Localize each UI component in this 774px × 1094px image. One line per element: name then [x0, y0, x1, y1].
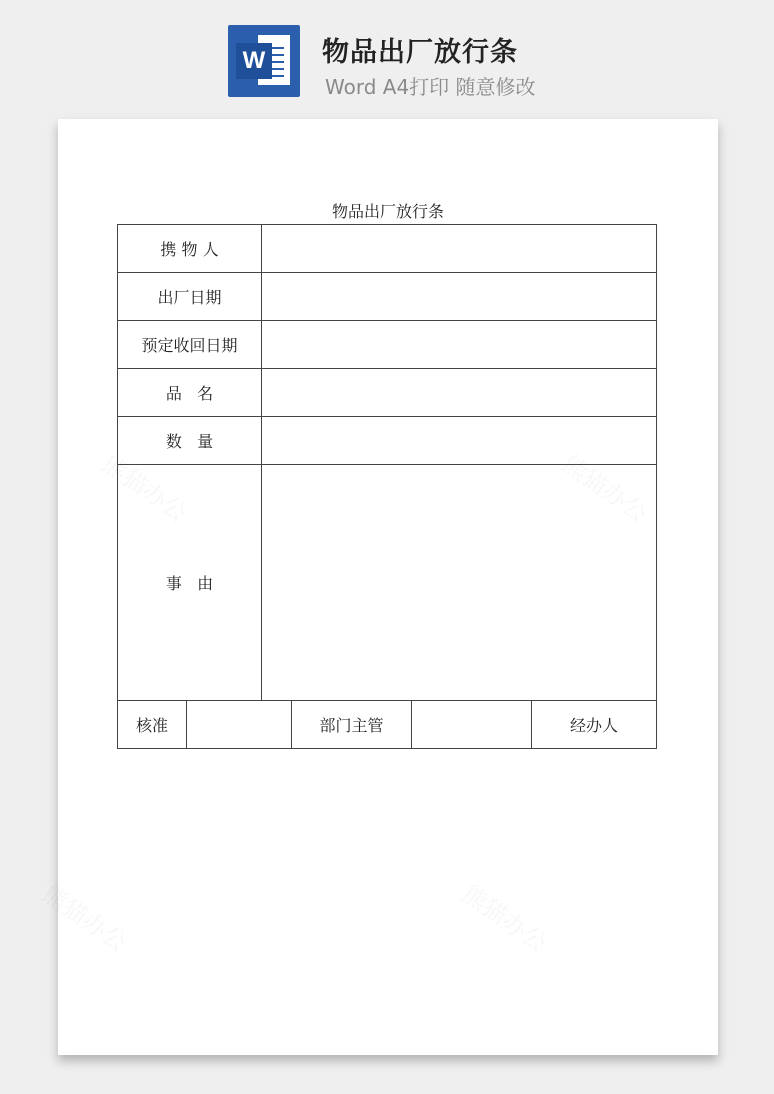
reason-label: 事 由: [118, 465, 262, 701]
form-row-item-name: [118, 369, 657, 417]
form-row-carrier: [118, 225, 657, 273]
release-form-table: [117, 224, 657, 749]
document-page: [58, 119, 718, 1055]
form-row-quantity: [118, 417, 657, 465]
return-date-label: 预定收回日期: [118, 321, 262, 369]
exit-date-field[interactable]: [262, 273, 657, 321]
template-banner: [0, 0, 774, 110]
document-title: 物品出厂放行条: [331, 202, 444, 221]
banner-title: 物品出厂放行条: [322, 37, 518, 68]
item-name-field[interactable]: [262, 369, 657, 417]
form-row-signoff: [118, 701, 657, 749]
watermark: [37, 875, 136, 959]
banner-subtitle: Word A4打印 随意修改: [325, 75, 536, 99]
handler-label: 经办人: [532, 701, 657, 749]
carrier-field[interactable]: [262, 225, 657, 273]
dept-head-field[interactable]: [412, 701, 532, 749]
item-name-label: 品 名: [118, 369, 262, 417]
approve-field[interactable]: [187, 701, 292, 749]
form-row-exit-date: [118, 273, 657, 321]
carrier-label: 携 物 人: [118, 225, 262, 273]
watermark: [457, 875, 556, 959]
word-icon-letter: W: [236, 43, 272, 79]
form-row-return-date: [118, 321, 657, 369]
word-icon: [228, 25, 300, 97]
return-date-field[interactable]: [262, 321, 657, 369]
form-row-reason: [118, 465, 657, 701]
exit-date-label: 出厂日期: [118, 273, 262, 321]
approve-label: 核准: [118, 701, 187, 749]
dept-head-label: 部门主管: [292, 701, 412, 749]
quantity-label: 数 量: [118, 417, 262, 465]
reason-field[interactable]: [262, 465, 657, 701]
quantity-field[interactable]: [262, 417, 657, 465]
